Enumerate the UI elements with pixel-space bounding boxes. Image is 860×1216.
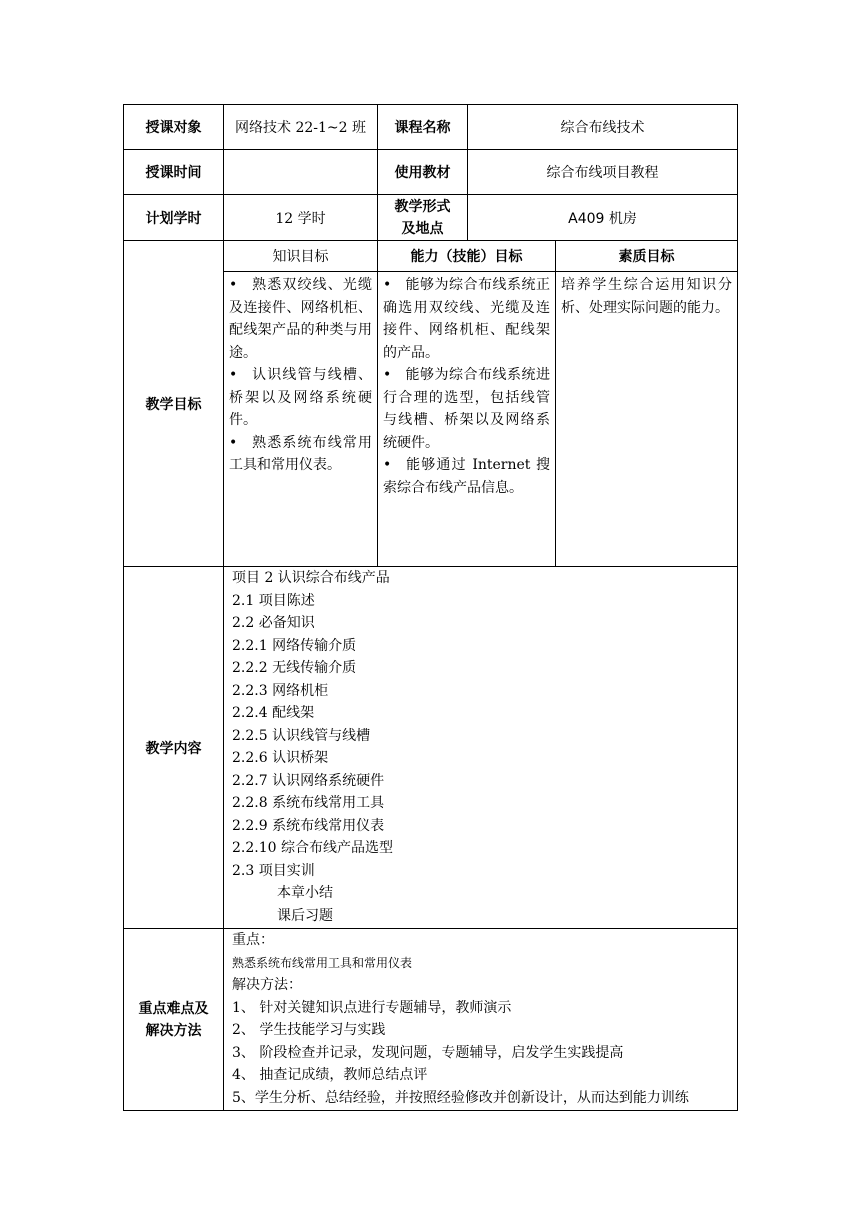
- ability-column: [378, 272, 556, 567]
- knowledge-item: • 熟悉双绞线、光缆及连接件、网络机柜、配线架产品的种类与用途。: [229, 274, 372, 364]
- bullet-icon: •: [383, 277, 392, 293]
- method-item: 3、 阶段检查并记录，发现问题，专题辅导，启发学生实践提高: [232, 1044, 624, 1061]
- quality-header: 素质目标: [556, 241, 738, 272]
- row-keypoints: [124, 929, 738, 1111]
- content-line: 2.2.5 认识线管与线槽: [232, 727, 371, 744]
- row-objective-headers: [124, 241, 738, 272]
- content-line: 2.2 必备知识: [232, 615, 315, 631]
- textbook-label: 使用教材: [378, 150, 468, 195]
- keypoints-label: [124, 929, 224, 1111]
- content-line: 2.2.9 系统布线常用仪表: [232, 817, 385, 834]
- form-label: [378, 195, 468, 241]
- course-value: 综合布线技术: [468, 105, 738, 150]
- keypoints-label-line-2: 解决方法: [145, 1022, 202, 1039]
- content-line: 2.2.1 网络传输介质: [232, 637, 357, 654]
- bullet-icon: •: [229, 367, 238, 383]
- content-line: 项目 2 认识综合布线产品: [232, 570, 390, 586]
- content-line: 本章小结: [277, 885, 333, 901]
- content-line: 2.2.3 网络机柜: [232, 682, 329, 699]
- content-line: 2.2.8 系统布线常用工具: [232, 795, 385, 811]
- knowledge-column: [224, 272, 378, 567]
- target-value: 网络技术 22-1~2 班: [224, 105, 378, 150]
- time-label: 授课时间: [124, 150, 224, 195]
- bullet-icon: •: [383, 367, 392, 383]
- keypoints-label-line-1: 重点难点及: [138, 1000, 209, 1017]
- form-label-line-2: 及地点: [401, 220, 444, 237]
- textbook-value: 综合布线项目教程: [468, 150, 738, 195]
- bullet-icon: •: [229, 277, 238, 293]
- content-line: 2.2.2 无线传输介质: [232, 660, 357, 676]
- content-line: 2.2.7 认识网络系统硬件: [232, 772, 385, 789]
- content-line: 课后习题: [277, 907, 333, 924]
- content-line: 2.2.6 认识桥架: [232, 750, 329, 766]
- ability-item: • 能够为综合布线系统进行合理的选型，包括线管与线槽、桥架以及网络系统硬件。: [383, 364, 550, 454]
- row-hours: [124, 195, 738, 241]
- method-item: 5、学生分析、总结经验，并按照经验修改并创新设计，从而达到能力训练: [232, 1089, 689, 1106]
- quality-column: 培养学生综合运用知识分析、处理实际问题的能力。: [556, 272, 738, 567]
- content-list: [224, 567, 738, 929]
- ability-item: • 能够通过 Internet 搜索综合布线产品信息。: [383, 454, 550, 499]
- knowledge-item: • 认识线管与线槽、桥架以及网络系统硬件。: [229, 364, 372, 432]
- time-value: [224, 150, 378, 195]
- hours-label: 计划学时: [124, 195, 224, 241]
- ability-header: 能力（技能）目标: [378, 241, 556, 272]
- knowledge-item: • 熟悉系统布线常用工具和常用仪表。: [229, 432, 372, 477]
- bullet-icon: •: [383, 457, 392, 473]
- objectives-label: 教学目标: [124, 241, 224, 567]
- focus-title: 重点：: [232, 932, 274, 948]
- row-content: [124, 567, 738, 929]
- content-label: 教学内容: [124, 567, 224, 929]
- form-value: A409 机房: [468, 195, 738, 241]
- method-item: 1、 针对关键知识点进行专题辅导，教师演示: [232, 999, 512, 1016]
- row-time: [124, 150, 738, 195]
- method-title: 解决方法：: [232, 977, 302, 993]
- knowledge-header: 知识目标: [224, 241, 378, 272]
- course-label: 课程名称: [378, 105, 468, 150]
- target-label: 授课对象: [124, 105, 224, 150]
- keypoints-body: [224, 929, 738, 1111]
- hours-value: 12 学时: [224, 195, 378, 241]
- focus-text: 熟悉系统布线常用工具和常用仪表: [232, 955, 413, 970]
- lesson-plan-table: [123, 104, 738, 1111]
- ability-item: • 能够为综合布线系统正确选用双绞线、光缆及连接件、网络机柜、配线架的产品。: [383, 274, 550, 364]
- bullet-icon: •: [229, 434, 238, 451]
- row-target: [124, 105, 738, 150]
- form-label-line-1: 教学形式: [394, 198, 451, 215]
- method-item: 4、 抽查记成绩，教师总结点评: [232, 1067, 428, 1083]
- content-line: 2.3 项目实训: [232, 862, 315, 879]
- content-line: 2.2.10 综合布线产品选型: [232, 840, 393, 856]
- method-item: 2、 学生技能学习与实践: [232, 1022, 386, 1038]
- content-line: 2.2.4 配线架: [232, 705, 315, 721]
- content-line: 2.1 项目陈述: [232, 592, 315, 609]
